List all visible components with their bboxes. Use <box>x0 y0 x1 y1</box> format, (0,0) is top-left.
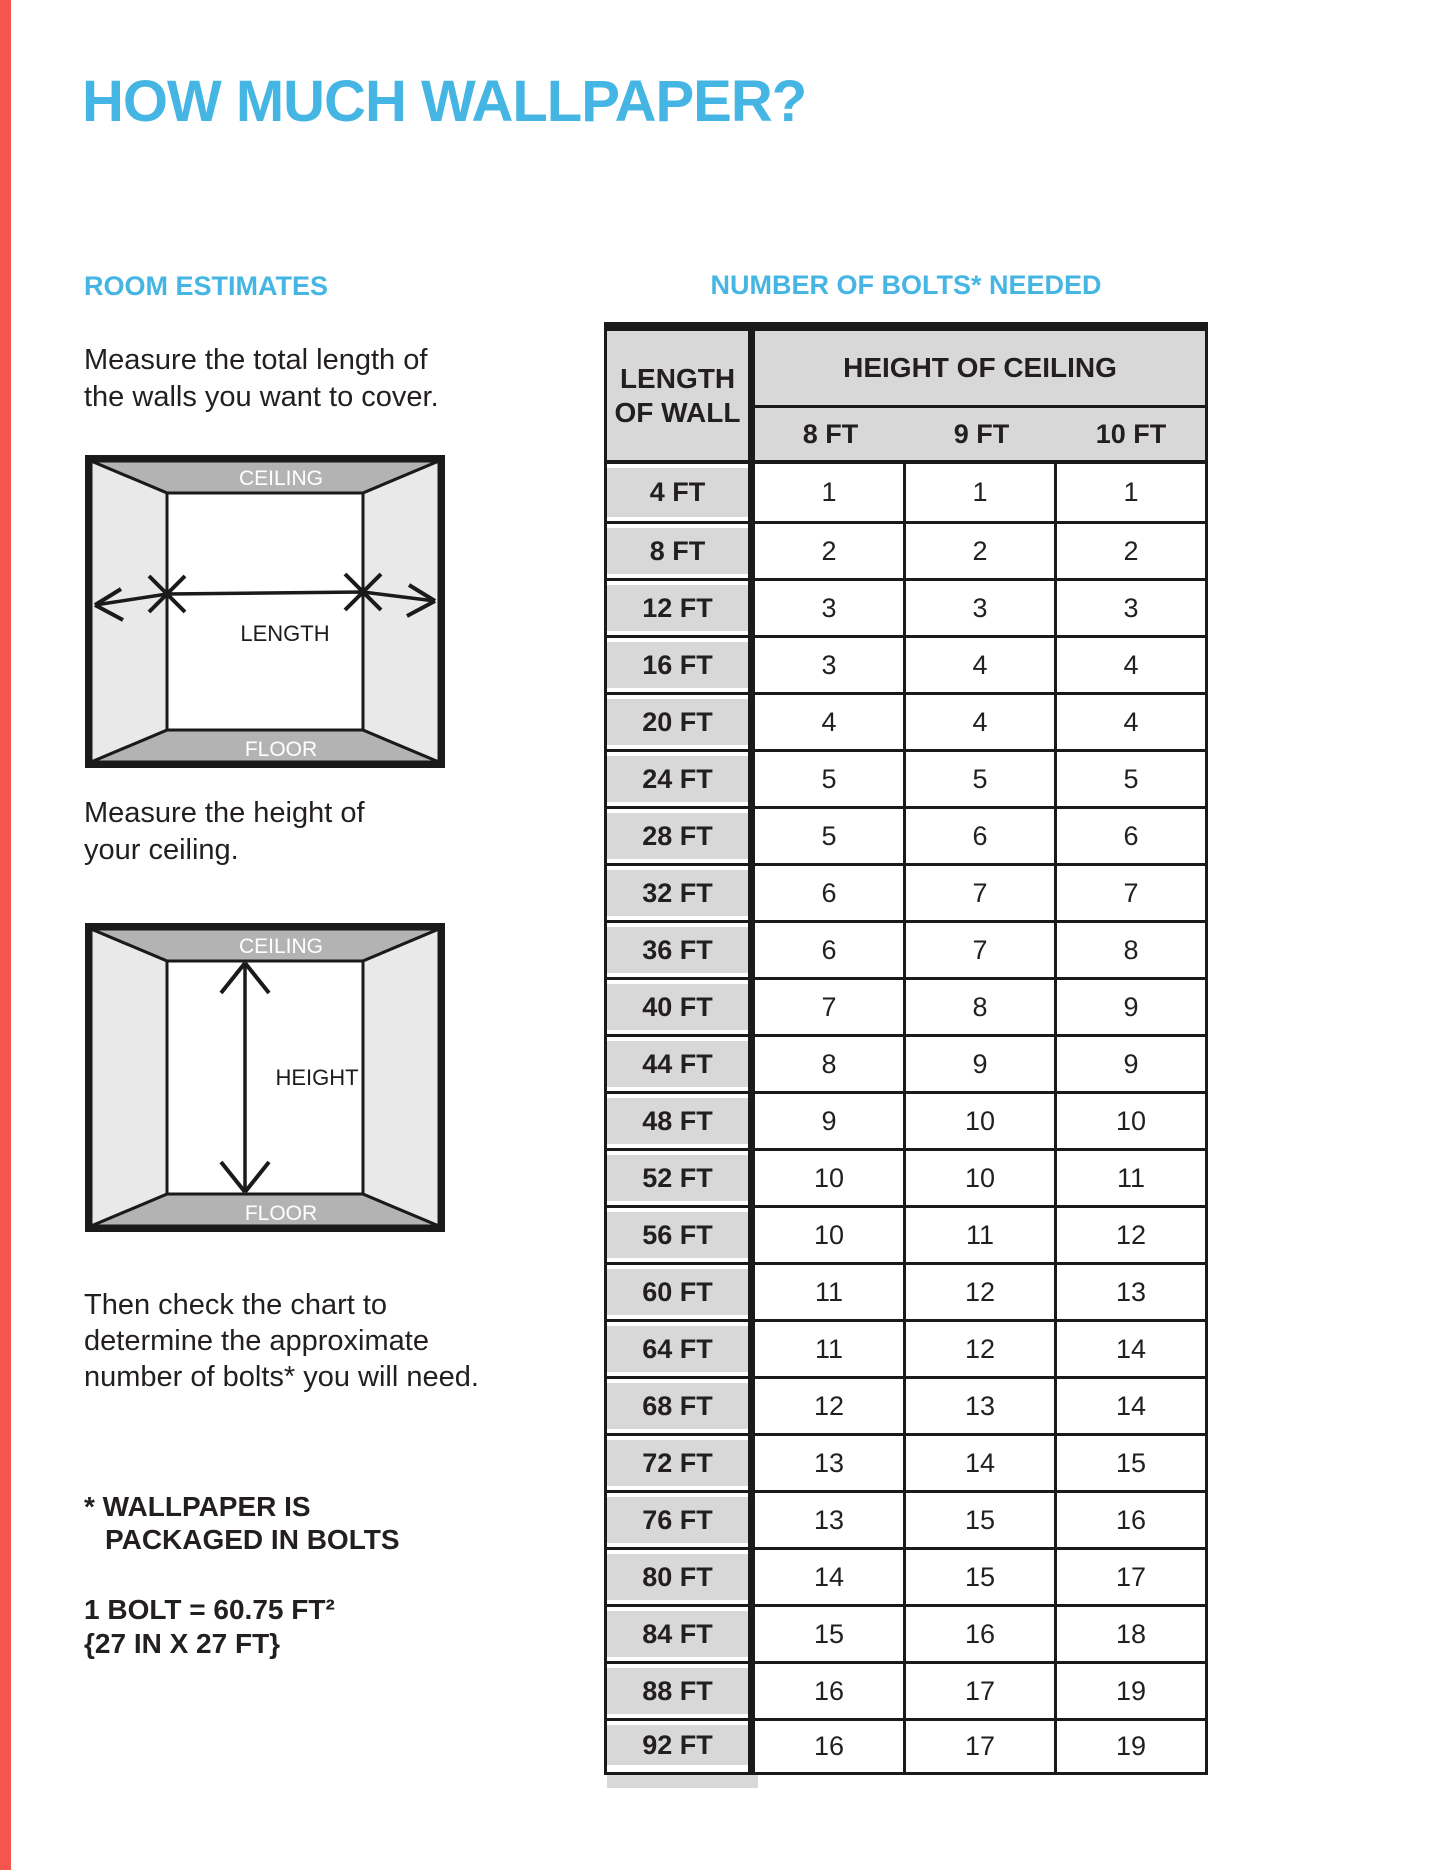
bolt-count-cell: 4 <box>755 692 906 749</box>
row-label: 60 FT <box>604 1262 755 1319</box>
bolts-needed-table <box>604 322 1208 1788</box>
bolt-size-line: {27 IN X 27 FT} <box>84 1628 281 1659</box>
column-group-header: HEIGHT OF CEILING <box>755 331 1208 408</box>
bolt-count-cell: 4 <box>1057 692 1208 749</box>
bolt-count-cell: 15 <box>906 1547 1057 1604</box>
bolt-count-cell: 6 <box>1057 806 1208 863</box>
bolt-table-grid <box>604 331 1208 1775</box>
row-header-line: OF WALL <box>614 396 741 428</box>
bolt-count-cell: 17 <box>906 1718 1057 1775</box>
row-label: 32 FT <box>604 863 755 920</box>
ceiling-label: CEILING <box>238 935 324 958</box>
bolt-count-cell: 3 <box>906 578 1057 635</box>
bolt-count-cell: 14 <box>1057 1319 1208 1376</box>
back-wall <box>167 493 363 730</box>
row-label: 12 FT <box>604 578 755 635</box>
bolt-count-cell: 8 <box>755 1034 906 1091</box>
instruction-line: Measure the height of <box>84 797 365 829</box>
room-estimates-heading: ROOM ESTIMATES <box>84 271 329 301</box>
row-label: 20 FT <box>604 692 755 749</box>
row-label: 44 FT <box>604 1034 755 1091</box>
row-label: 88 FT <box>604 1661 755 1718</box>
bolt-count-cell: 13 <box>755 1433 906 1490</box>
bolt-count-cell: 3 <box>1057 578 1208 635</box>
wallpaper-bolts-footnote <box>84 1490 400 1556</box>
bolt-count-cell: 1 <box>1057 464 1208 521</box>
bolt-count-cell: 13 <box>755 1490 906 1547</box>
bolt-count-cell: 11 <box>906 1205 1057 1262</box>
bolt-count-cell: 7 <box>906 920 1057 977</box>
instruction-line: determine the approximate <box>84 1325 429 1357</box>
row-label: 8 FT <box>604 521 755 578</box>
bolt-count-cell: 12 <box>755 1376 906 1433</box>
table-bottom-stub <box>607 1775 758 1788</box>
bolt-count-cell: 3 <box>755 635 906 692</box>
right-wall <box>363 461 439 762</box>
floor-label: FLOOR <box>244 1202 318 1225</box>
bolt-count-cell: 4 <box>906 692 1057 749</box>
bolts-needed-heading: NUMBER OF BOLTS* NEEDED <box>710 270 1102 300</box>
column-header-8ft: 8 FT <box>755 408 906 464</box>
instruction-line: number of bolts* you will need. <box>84 1361 479 1393</box>
row-label: 4 FT <box>604 464 755 521</box>
column-header-10ft: 10 FT <box>1057 408 1208 464</box>
bolt-count-cell: 6 <box>755 863 906 920</box>
left-wall <box>91 929 167 1226</box>
bolt-count-cell: 13 <box>1057 1262 1208 1319</box>
height-label: HEIGHT <box>275 1065 359 1090</box>
row-label: 72 FT <box>604 1433 755 1490</box>
bolt-count-cell: 1 <box>755 464 906 521</box>
bolt-count-cell: 11 <box>755 1262 906 1319</box>
bolt-size-info <box>84 1593 335 1661</box>
bolt-count-cell: 12 <box>906 1262 1057 1319</box>
row-label: 52 FT <box>604 1148 755 1205</box>
table-top-bar <box>604 322 1208 331</box>
instruction-line: your ceiling. <box>84 834 239 866</box>
row-label: 64 FT <box>604 1319 755 1376</box>
row-label: 84 FT <box>604 1604 755 1661</box>
bolt-count-cell: 7 <box>1057 863 1208 920</box>
bolt-count-cell: 15 <box>906 1490 1057 1547</box>
length-label: LENGTH <box>240 621 330 646</box>
bolt-count-cell: 6 <box>755 920 906 977</box>
row-label: 92 FT <box>604 1718 755 1775</box>
row-header-line: LENGTH <box>619 362 736 394</box>
bolt-count-cell: 10 <box>906 1091 1057 1148</box>
bolt-count-cell: 17 <box>906 1661 1057 1718</box>
instruction-check-chart <box>84 1287 479 1395</box>
bolt-count-cell: 1 <box>906 464 1057 521</box>
row-label: 36 FT <box>604 920 755 977</box>
bolt-count-cell: 13 <box>906 1376 1057 1433</box>
page-edge-stripe <box>0 0 11 1870</box>
footnote-line: PACKAGED IN BOLTS <box>105 1524 400 1555</box>
row-label: 24 FT <box>604 749 755 806</box>
floor-label: FLOOR <box>244 738 318 761</box>
instruction-line: Measure the total length of <box>84 344 428 376</box>
bolt-count-cell: 5 <box>755 749 906 806</box>
bolt-count-cell: 16 <box>755 1661 906 1718</box>
bolt-count-cell: 3 <box>755 578 906 635</box>
bolt-count-cell: 17 <box>1057 1547 1208 1604</box>
instruction-line: Then check the chart to <box>84 1289 388 1321</box>
bolt-count-cell: 10 <box>755 1205 906 1262</box>
row-label: 16 FT <box>604 635 755 692</box>
row-label: 76 FT <box>604 1490 755 1547</box>
bolt-size-line: 1 BOLT = 60.75 FT² <box>84 1594 335 1625</box>
right-wall <box>363 929 439 1226</box>
bolt-count-cell: 12 <box>906 1319 1057 1376</box>
bolt-count-cell: 19 <box>1057 1718 1208 1775</box>
bolt-count-cell: 4 <box>1057 635 1208 692</box>
bolt-count-cell: 19 <box>1057 1661 1208 1718</box>
bolt-count-cell: 2 <box>1057 521 1208 578</box>
bolt-count-cell: 11 <box>1057 1148 1208 1205</box>
row-label: 48 FT <box>604 1091 755 1148</box>
instruction-line: the walls you want to cover. <box>84 381 439 413</box>
footnote-line: * WALLPAPER IS <box>84 1491 311 1522</box>
row-label: 80 FT <box>604 1547 755 1604</box>
bolt-count-cell: 5 <box>755 806 906 863</box>
row-label: 68 FT <box>604 1376 755 1433</box>
left-wall <box>91 461 167 762</box>
bolt-count-cell: 16 <box>755 1718 906 1775</box>
bolt-count-cell: 9 <box>755 1091 906 1148</box>
bolt-count-cell: 2 <box>755 521 906 578</box>
bolt-count-cell: 4 <box>906 635 1057 692</box>
bolt-count-cell: 2 <box>906 521 1057 578</box>
bolt-count-cell: 5 <box>906 749 1057 806</box>
row-label: 28 FT <box>604 806 755 863</box>
bolt-count-cell: 10 <box>1057 1091 1208 1148</box>
column-header-9ft: 9 FT <box>906 408 1057 464</box>
bolt-count-cell: 8 <box>1057 920 1208 977</box>
bolt-count-cell: 11 <box>755 1319 906 1376</box>
bolt-count-cell: 9 <box>906 1034 1057 1091</box>
bolt-count-cell: 8 <box>906 977 1057 1034</box>
bolt-count-cell: 12 <box>1057 1205 1208 1262</box>
bolt-count-cell: 7 <box>906 863 1057 920</box>
bolt-count-cell: 7 <box>755 977 906 1034</box>
bolt-count-cell: 9 <box>1057 1034 1208 1091</box>
bolt-count-cell: 15 <box>755 1604 906 1661</box>
ceiling-label: CEILING <box>238 467 324 490</box>
bolt-count-cell: 18 <box>1057 1604 1208 1661</box>
bolt-count-cell: 6 <box>906 806 1057 863</box>
bolt-count-cell: 10 <box>906 1148 1057 1205</box>
bolt-count-cell: 5 <box>1057 749 1208 806</box>
row-label: 56 FT <box>604 1205 755 1262</box>
bolt-count-cell: 9 <box>1057 977 1208 1034</box>
room-length-diagram <box>85 455 445 768</box>
bolt-count-cell: 14 <box>906 1433 1057 1490</box>
instruction-measure-length <box>84 342 439 416</box>
bolt-count-cell: 14 <box>1057 1376 1208 1433</box>
bolt-count-cell: 14 <box>755 1547 906 1604</box>
bolt-count-cell: 15 <box>1057 1433 1208 1490</box>
bolt-count-cell: 16 <box>906 1604 1057 1661</box>
bolt-count-cell: 10 <box>755 1148 906 1205</box>
bolt-count-cell: 16 <box>1057 1490 1208 1547</box>
row-header-length-of-wall <box>604 331 755 464</box>
row-label: 40 FT <box>604 977 755 1034</box>
instruction-measure-height <box>84 795 365 869</box>
room-height-diagram <box>85 923 445 1232</box>
page-title: HOW MUCH WALLPAPER? <box>82 69 807 134</box>
